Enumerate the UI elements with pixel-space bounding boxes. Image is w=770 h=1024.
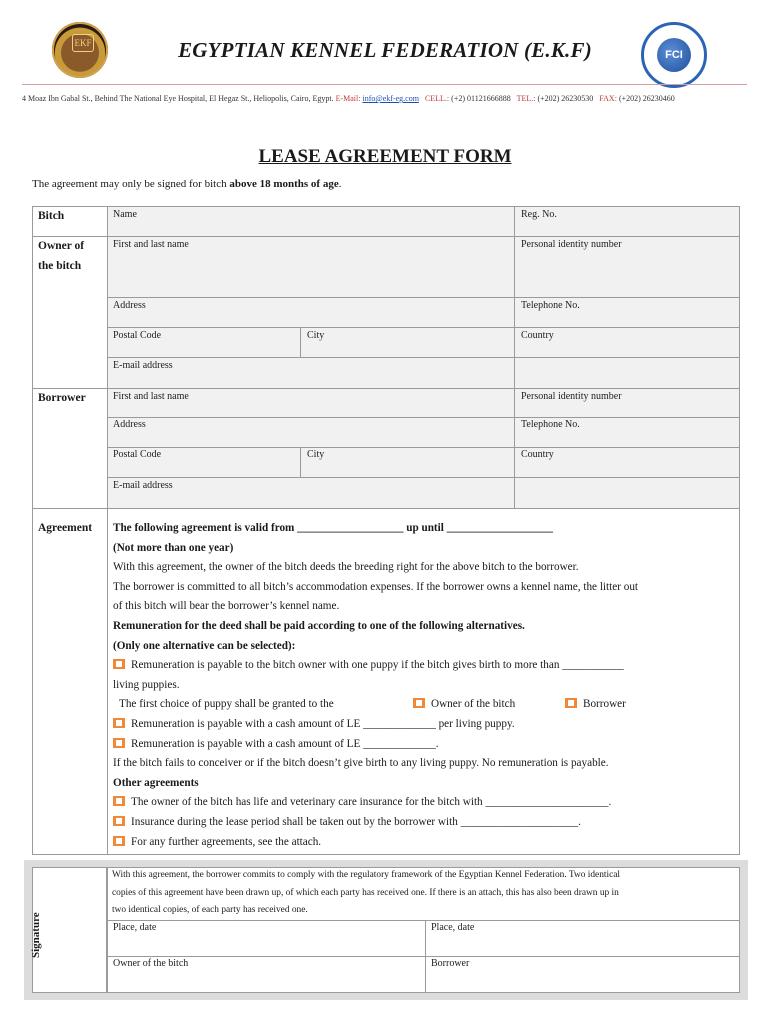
cell-number: (+2) 01121666888 — [451, 94, 511, 103]
table-line — [300, 447, 301, 477]
choice-borrower-group — [565, 695, 626, 715]
label-place-date-owner: Place, date — [113, 922, 157, 933]
ekf-logo-text: EKF — [72, 34, 94, 52]
option2-checkbox[interactable] — [113, 718, 125, 728]
borrower-city-field[interactable] — [301, 448, 514, 477]
option1-text-b: living puppies. — [113, 678, 180, 691]
first-choice-row — [113, 695, 737, 715]
borrower-signature-field[interactable] — [425, 956, 740, 993]
label-owner-postal: Postal Code — [113, 330, 162, 341]
owner-city-field[interactable] — [301, 328, 514, 357]
label-borrower-first-last: First and last name — [113, 391, 189, 402]
agreement-p2b: of this bitch will bear the borrower’s kennel name. — [113, 600, 340, 613]
agreement-validity: The following agreement is valid from ___________________ up until ___________________ — [113, 522, 553, 534]
signature-label-cell — [32, 867, 107, 993]
section-owner-line1: Owner of — [38, 240, 85, 252]
section-agreement: Agreement — [38, 522, 93, 534]
label-name: Name — [113, 209, 137, 220]
agreement-body — [113, 519, 737, 852]
label-owner-id: Personal identity number — [521, 239, 622, 250]
label-borrower-telephone: Telephone No. — [521, 419, 580, 430]
signature-text-3: two identical copies, of each party has received one. — [112, 905, 308, 916]
other-agreements-heading: Other agreements — [113, 776, 199, 789]
table-border-top — [32, 206, 740, 207]
label-borrower-postal: Postal Code — [113, 449, 162, 460]
label-owner-of-bitch: Owner of the bitch — [113, 958, 189, 969]
table-line — [32, 508, 740, 509]
bitch-name-field[interactable] — [107, 206, 514, 236]
owner-address-field[interactable] — [107, 298, 514, 327]
table-line — [107, 297, 740, 298]
option2-text: Remuneration is payable with a cash amount of LE _____________ per living puppy. — [131, 717, 515, 730]
agreement-remuneration: Remuneration for the deed shall be paid according to one of the following alternatives. — [113, 619, 525, 632]
other3-checkbox[interactable] — [113, 836, 125, 846]
agreement-one-alt: (Only one alternative can be selected): — [113, 639, 296, 652]
tel-number: (+202) 26230530 — [537, 94, 594, 103]
section-signature: Signature — [30, 912, 42, 958]
section-owner-line2: the bitch — [38, 260, 82, 272]
intro-suffix: . — [338, 178, 342, 190]
label-owner-address: Address — [113, 300, 146, 311]
intro-text — [32, 178, 341, 190]
table-line — [300, 327, 301, 357]
contact-line — [22, 94, 752, 103]
other3-text: For any further agreements, see the attach. — [131, 835, 322, 848]
option1-checkbox[interactable] — [113, 659, 125, 669]
choice-borrower-label: Borrower — [583, 698, 626, 711]
table-line — [32, 236, 740, 237]
label-owner-email: E-mail address — [113, 360, 173, 371]
table-line — [107, 417, 740, 418]
label-reg-no: Reg. No. — [521, 209, 557, 220]
fax-label: FAX: — [599, 94, 617, 103]
intro-prefix: The agreement may only be signed for bitch — [32, 178, 230, 190]
table-line — [107, 327, 740, 328]
label-borrower-address: Address — [113, 419, 146, 430]
choice-owner-checkbox[interactable] — [413, 698, 425, 708]
agreement-p1: With this agreement, the owner of the bitch deeds the breeding right for the above bitch to the borrower. — [113, 561, 579, 574]
signature-text-2: copies of this agreement have been drawn up, of which each party has received one. If there is an attach, this has also been drawn up in — [112, 887, 619, 898]
agreement-p2a: The borrower is committed to all bitch’s accommodation expenses. If the borrower owns a kennel name, the litter out — [113, 580, 639, 593]
cell-label: CELL.: — [424, 94, 450, 103]
table-border-right — [739, 206, 740, 854]
federation-title: EGYPTIAN KENNEL FEDERATION (E.K.F) — [178, 38, 592, 62]
choice-owner-label: Owner of the bitch — [431, 698, 516, 711]
other1-text: The owner of the bitch has life and veterinary care insurance for the bitch with ______________________. — [131, 796, 612, 809]
option3-text: Remuneration is payable with a cash amount of LE _____________. — [131, 737, 439, 750]
address-text: 4 Moaz Ibn Gabal St., Behind The National Eye Hospital, El Hegaz St., Heliopolis, Cairo, Egypt. — [22, 94, 334, 103]
fci-logo — [641, 22, 707, 88]
label-borrower-country: Country — [521, 449, 554, 460]
table-line — [514, 206, 515, 508]
label-owner-city: City — [307, 330, 325, 341]
section-bitch: Bitch — [38, 210, 65, 222]
label-owner-country: Country — [521, 330, 554, 341]
label-borrower-id: Personal identity number — [521, 391, 622, 402]
email-link[interactable]: info@ekf-eg.com — [362, 94, 419, 103]
header-divider — [22, 84, 747, 85]
other1-checkbox[interactable] — [113, 796, 125, 806]
agreement-max-year: (Not more than one year) — [113, 541, 234, 554]
section-borrower: Borrower — [38, 392, 86, 404]
label-owner-first-last: First and last name — [113, 239, 189, 250]
label-borrower-city: City — [307, 449, 325, 460]
table-line — [107, 206, 108, 854]
borrower-email-extra — [515, 478, 739, 508]
option3-checkbox[interactable] — [113, 738, 125, 748]
label-place-date-borrower: Place, date — [431, 922, 475, 933]
label-borrower-email: E-mail address — [113, 480, 173, 491]
choice-borrower-checkbox[interactable] — [565, 698, 577, 708]
fci-logo-text: FCI — [657, 38, 691, 72]
table-border-bottom — [32, 854, 740, 855]
label-borrower-signature: Borrower — [431, 958, 470, 969]
signature-text-1: With this agreement, the borrower commits to comply with the regulatory framework of the Egyptian Kennel Federation. Two identical — [112, 870, 621, 880]
other2-checkbox[interactable] — [113, 816, 125, 826]
owner-email-extra — [515, 358, 739, 388]
table-line — [107, 477, 740, 478]
other2-text: Insurance during the lease period shall be taken out by the borrower with _____________________. — [131, 815, 581, 828]
agreement-fail: If the bitch fails to conceiver or if the bitch doesn’t give birth to any living puppy. No remuneration is payable. — [113, 757, 609, 770]
table-line — [32, 388, 740, 389]
signature-statement — [112, 867, 736, 920]
fax-number: (+202) 26230460 — [618, 94, 675, 103]
table-line — [107, 447, 740, 448]
tel-label: TEL.: — [516, 94, 536, 103]
borrower-address-field[interactable] — [107, 418, 514, 447]
choice-owner-group — [413, 695, 515, 715]
first-choice-text: The first choice of puppy shall be granted to the — [119, 698, 334, 711]
form-title: LEASE AGREEMENT FORM — [258, 146, 512, 167]
intro-bold: above 18 months of age — [229, 178, 339, 190]
email-label: E-Mail: — [335, 94, 361, 103]
table-line — [107, 357, 740, 358]
option1-text-a: Remuneration is payable to the bitch owner with one puppy if the bitch gives birth to more than ___________ — [131, 659, 624, 672]
label-owner-telephone: Telephone No. — [521, 300, 580, 311]
table-border-left — [32, 206, 33, 854]
